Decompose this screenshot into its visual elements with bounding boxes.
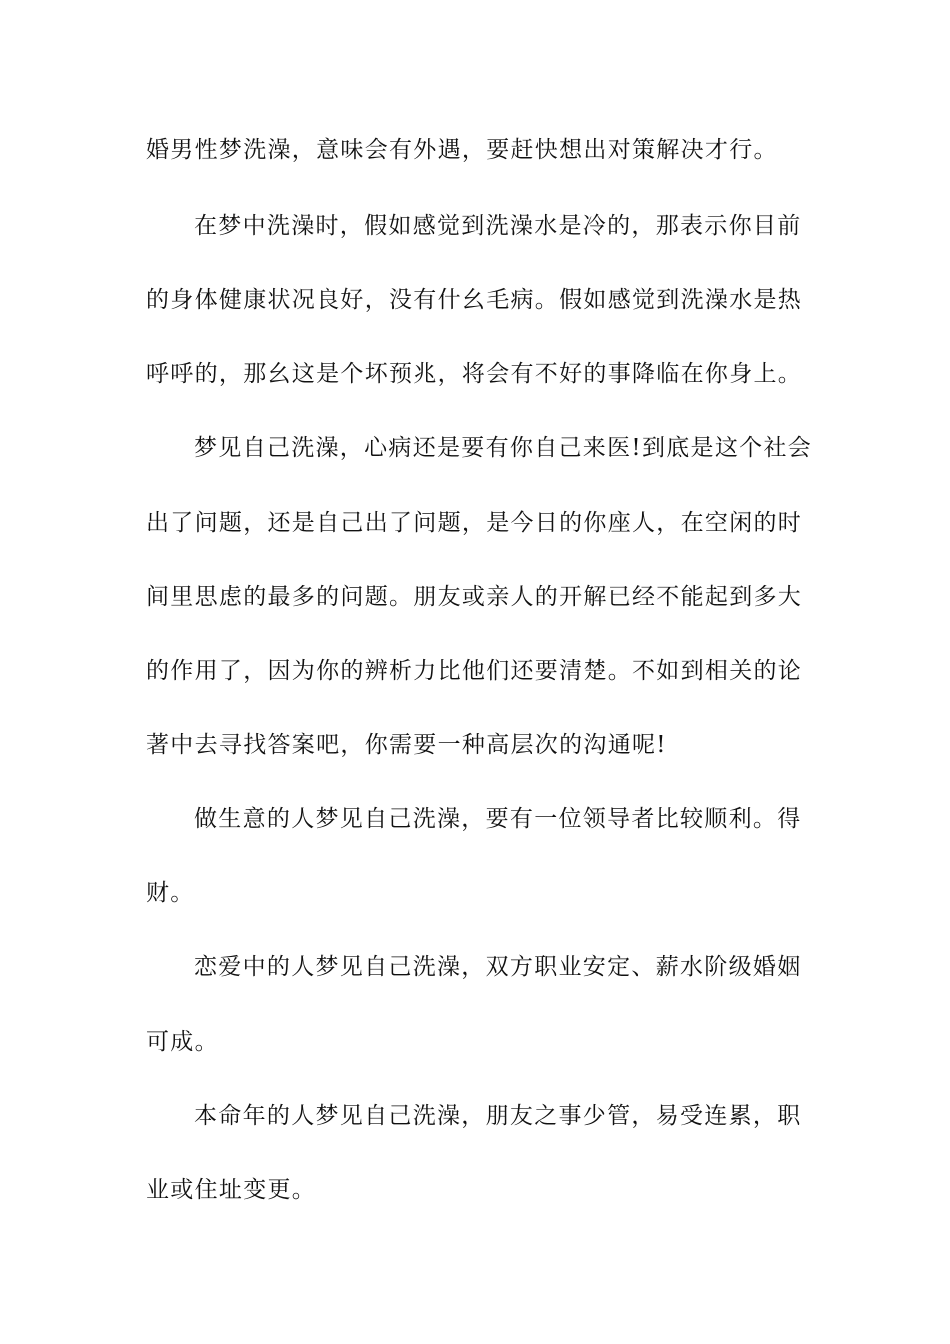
text-line: 的作用了，因为你的辨析力比他们还要清楚。不如到相关的论 [146,658,803,684]
paragraph-first-line: 做生意的人梦见自己洗澡，要有一位领导者比较顺利。得 [194,806,802,832]
text-line: 财。 [146,880,195,906]
text-line: 业或住址变更。 [146,1177,317,1203]
text-line: 的身体健康状况良好，没有什幺毛病。假如感觉到洗澡水是热 [146,287,803,313]
paragraph-first-line: 梦见自己洗澡，心病还是要有你自己来医!到底是这个社会 [194,435,813,461]
paragraph-first-line: 本命年的人梦见自己洗澡，朋友之事少管，易受连累，职 [194,1103,802,1129]
text-line: 呼呼的，那幺这是个坏预兆，将会有不好的事降临在你身上。 [146,361,803,387]
text-line: 婚男性梦洗澡，意味会有外遇，要赶快想出对策解决才行。 [146,137,778,163]
text-line: 可成。 [146,1029,219,1055]
text-line: 出了问题，还是自己出了问题，是今日的你座人，在空闲的时 [146,510,803,536]
text-line: 间里思虑的最多的问题。朋友或亲人的开解已经不能起到多大 [146,584,803,610]
paragraph-first-line: 在梦中洗澡时，假如感觉到洗澡水是冷的，那表示你目前 [194,213,802,239]
paragraph-first-line: 恋爱中的人梦见自己洗澡，双方职业安定、薪水阶级婚姻 [194,954,802,980]
text-line: 著中去寻找答案吧，你需要一种高层次的沟通呢! [146,732,667,758]
